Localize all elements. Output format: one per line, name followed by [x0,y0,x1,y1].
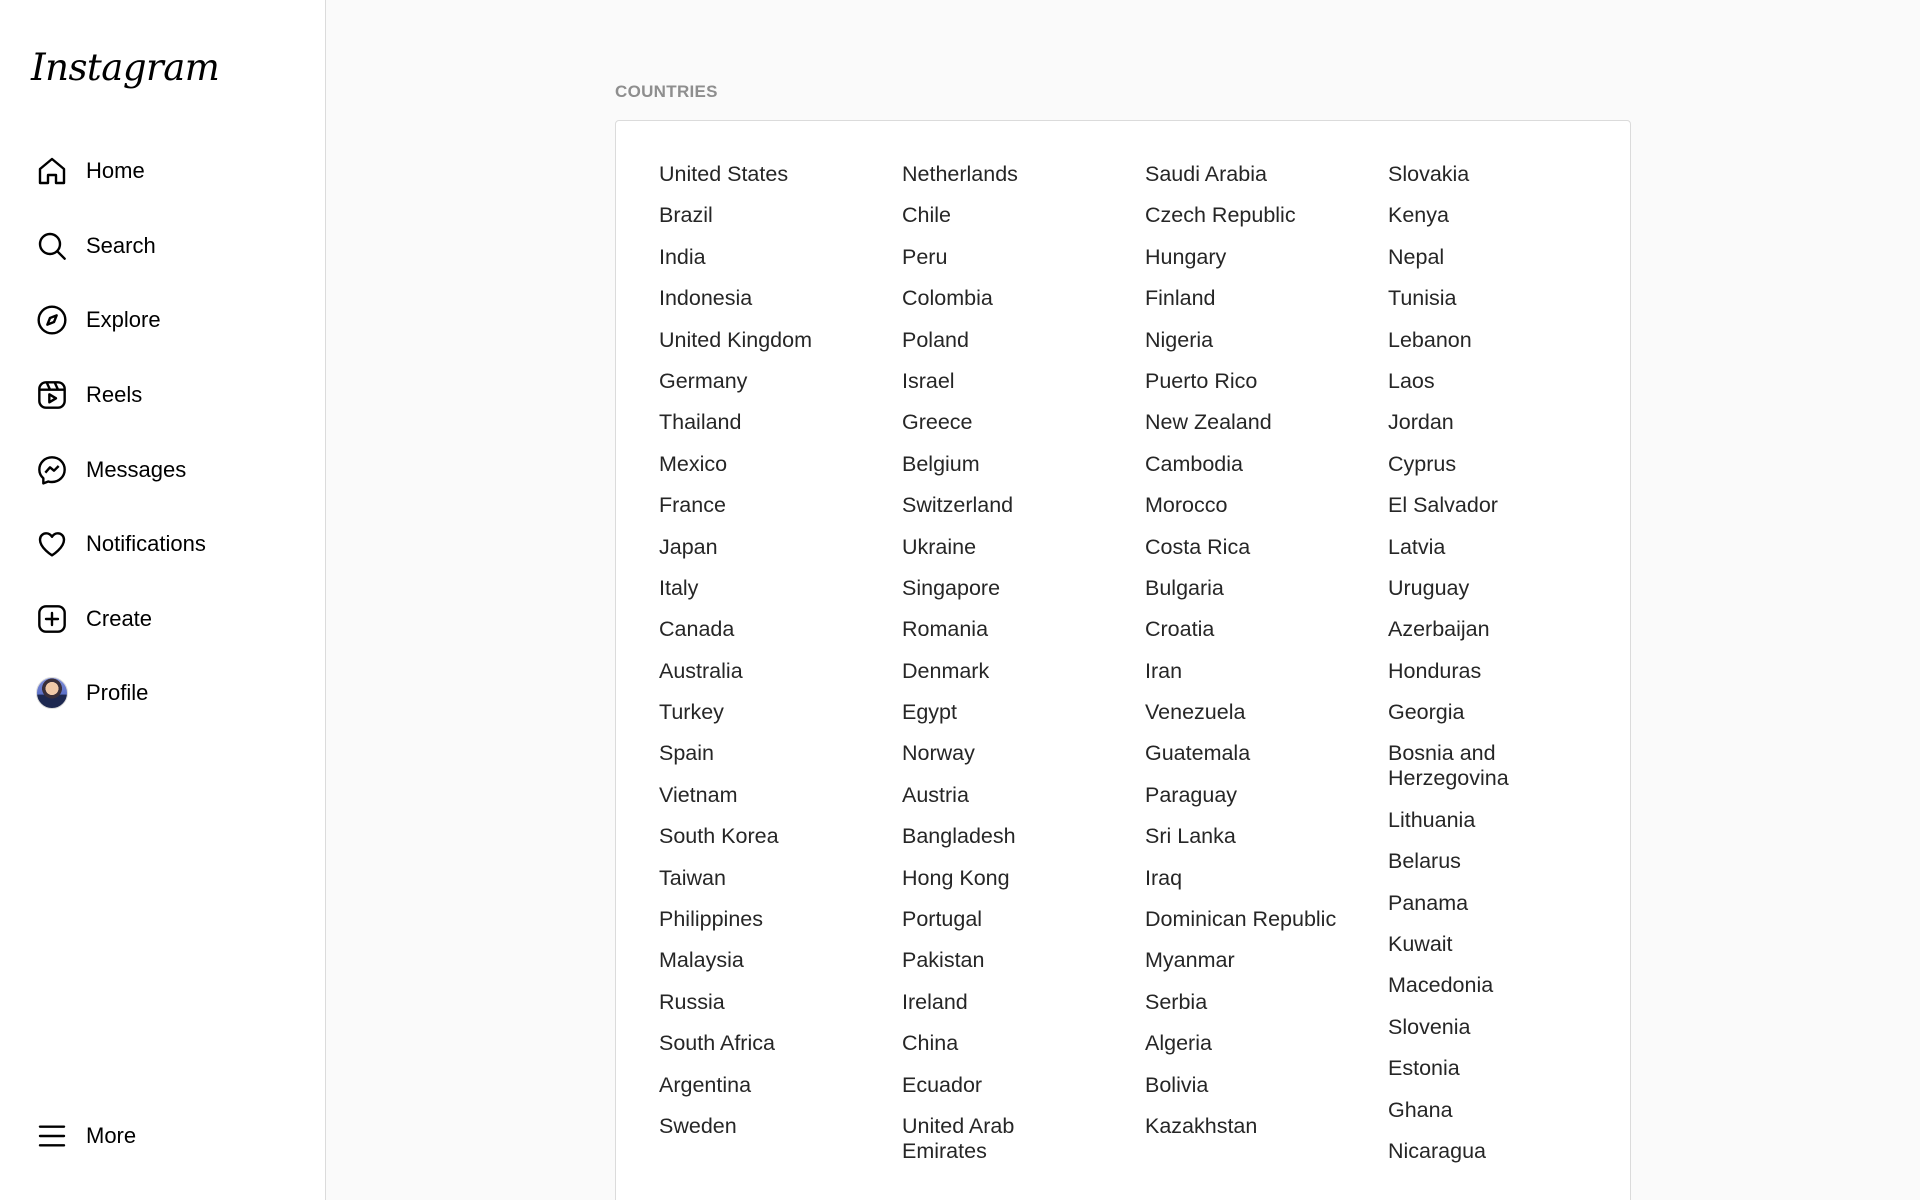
compass-icon [26,300,78,340]
country-link[interactable]: Peru [902,244,948,269]
country-link[interactable]: New Zealand [1145,410,1272,435]
country-link[interactable]: Cambodia [1145,451,1243,476]
country-link[interactable]: Czech Republic [1145,203,1296,228]
country-link[interactable]: Pakistan [902,948,985,973]
country-link[interactable]: Estonia [1388,1056,1460,1081]
nav-create[interactable] [22,589,304,649]
country-link[interactable]: Singapore [902,575,1001,600]
country-link[interactable]: Croatia [1145,617,1215,642]
country-link[interactable]: Guatemala [1145,741,1251,766]
country-link[interactable]: Nicaragua [1388,1138,1486,1163]
country-link[interactable]: Costa Rica [1145,534,1251,559]
country-link[interactable]: Canada [659,617,735,642]
nav-profile-label: Profile [86,680,149,705]
country-link[interactable]: Iran [1145,658,1183,683]
nav-messages[interactable] [22,440,304,500]
country-link[interactable]: United Kingdom [659,327,812,352]
country-link[interactable]: Iraq [1145,865,1183,890]
country-column-2 [902,162,1102,1180]
avatar [26,673,78,713]
plus-square-icon [26,599,78,639]
country-link[interactable]: Ecuador [902,1072,983,1097]
country-link[interactable]: South Korea [659,824,779,849]
country-link[interactable]: Malaysia [659,948,744,973]
country-link[interactable]: Ireland [902,989,968,1014]
country-link[interactable]: Panama [1388,890,1469,915]
country-link[interactable]: Bangladesh [902,824,1016,849]
country-link[interactable]: Poland [902,327,969,352]
nav-explore-label: Explore [86,307,161,332]
country-link[interactable]: Myanmar [1145,948,1235,973]
nav-home-label: Home [86,158,145,183]
country-link[interactable]: Finland [1145,286,1216,311]
country-link[interactable]: Egypt [902,700,957,725]
heart-icon [26,524,78,564]
country-link[interactable]: Portugal [902,907,983,932]
country-link[interactable]: Switzerland [902,493,1014,518]
nav-more[interactable] [22,1106,304,1166]
country-link[interactable]: Bolivia [1145,1072,1209,1097]
country-link[interactable]: Macedonia [1388,973,1494,998]
nav-create-label: Create [86,606,153,631]
country-link[interactable]: Tunisia [1388,286,1457,311]
nav-home[interactable] [22,141,304,201]
country-link[interactable]: Thailand [659,410,742,435]
country-link[interactable]: Germany [659,368,748,393]
country-link[interactable]: Saudi Arabia [1145,162,1267,186]
country-link[interactable]: Hong Kong [902,865,1010,890]
nav-explore[interactable] [22,290,304,350]
country-link[interactable]: Azerbaijan [1388,617,1490,642]
country-link[interactable]: Greece [902,410,973,435]
nav-search[interactable] [22,216,304,276]
country-link[interactable]: Austria [902,782,969,807]
country-link[interactable]: Nigeria [1145,327,1214,352]
hamburger-menu-icon [26,1116,78,1156]
sidebar [0,0,326,1200]
country-link[interactable]: Slovakia [1388,162,1470,186]
nav-reels[interactable] [22,365,304,425]
nav-notifications[interactable] [22,514,304,574]
country-link[interactable]: Bulgaria [1145,575,1224,600]
country-link[interactable]: India [659,244,706,269]
country-link[interactable]: Bosnia and Herzegovina [1388,741,1509,791]
country-link[interactable]: Russia [659,989,725,1014]
country-link[interactable]: Puerto Rico [1145,368,1258,393]
country-link[interactable]: Georgia [1388,700,1465,725]
country-link[interactable]: France [659,493,726,518]
country-link[interactable]: Norway [902,741,975,766]
country-link[interactable]: Kuwait [1388,932,1453,957]
country-link[interactable]: Australia [659,658,743,683]
country-link[interactable]: El Salvador [1388,493,1498,518]
country-link[interactable]: Turkey [659,700,724,725]
country-link[interactable]: Algeria [1145,1031,1212,1056]
messenger-icon [26,450,78,490]
country-link[interactable]: Paraguay [1145,782,1238,807]
page-title: COUNTRIES [615,82,718,101]
country-link[interactable]: Hungary [1145,244,1227,269]
country-link[interactable]: Chile [902,203,951,228]
nav-profile[interactable] [22,663,304,723]
country-link[interactable]: South Africa [659,1031,775,1056]
country-link[interactable]: Argentina [659,1072,752,1097]
nav-messages-label: Messages [86,457,187,482]
country-link[interactable]: Lithuania [1388,807,1476,832]
instagram-logo[interactable]: Instagram [31,46,220,89]
country-link[interactable]: United Arab Emirates [902,1113,1015,1163]
country-link[interactable]: Philippines [659,907,763,932]
nav-search-label: Search [86,233,156,258]
country-link[interactable]: Kazakhstan [1145,1113,1258,1138]
country-link[interactable]: Ukraine [902,534,977,559]
country-link[interactable]: Uruguay [1388,575,1470,600]
country-link[interactable]: Honduras [1388,658,1482,683]
country-link[interactable]: Netherlands [902,162,1018,186]
country-link[interactable]: Lebanon [1388,327,1472,352]
country-link[interactable]: Dominican Republic [1145,907,1337,932]
country-link[interactable]: Japan [659,534,718,559]
country-link[interactable]: Vietnam [659,782,738,807]
country-link[interactable]: Morocco [1145,493,1228,518]
home-icon [26,151,78,191]
country-link[interactable]: Laos [1388,368,1435,393]
country-link[interactable]: Cyprus [1388,451,1457,476]
country-link[interactable]: Venezuela [1145,700,1246,725]
country-link[interactable]: United States [659,162,789,186]
country-link[interactable]: Nepal [1388,244,1445,269]
country-link[interactable]: Spain [659,741,714,766]
nav-reels-label: Reels [86,382,143,407]
search-icon [26,226,78,266]
country-link[interactable]: Slovenia [1388,1014,1471,1039]
country-link[interactable]: Belarus [1388,849,1461,874]
country-link[interactable]: Jordan [1388,410,1454,435]
country-link[interactable]: Latvia [1388,534,1446,559]
country-link[interactable]: Brazil [659,203,713,228]
country-link[interactable]: Sweden [659,1113,737,1138]
country-link[interactable]: Italy [659,575,699,600]
country-link[interactable]: Taiwan [659,865,726,890]
country-column-3 [1145,162,1345,1155]
countries-panel [615,120,1631,1200]
country-link[interactable]: Serbia [1145,989,1208,1014]
country-link[interactable]: Mexico [659,451,728,476]
country-link[interactable]: Kenya [1388,203,1449,228]
nav-notifications-label: Notifications [86,531,206,556]
country-link[interactable]: Denmark [902,658,990,683]
country-link[interactable]: Romania [902,617,989,642]
country-link[interactable]: Ghana [1388,1097,1453,1122]
country-link[interactable]: Belgium [902,451,980,476]
country-link[interactable]: Indonesia [659,286,753,311]
country-column-4 [1388,162,1588,1180]
country-link[interactable]: Sri Lanka [1145,824,1236,849]
country-link[interactable]: China [902,1031,959,1056]
country-link[interactable]: Israel [902,368,955,393]
country-column-1 [659,162,859,1155]
profile-avatar-image [36,677,68,709]
country-link[interactable]: Colombia [902,286,993,311]
nav-more-label: More [86,1123,137,1148]
reels-icon [26,375,78,415]
